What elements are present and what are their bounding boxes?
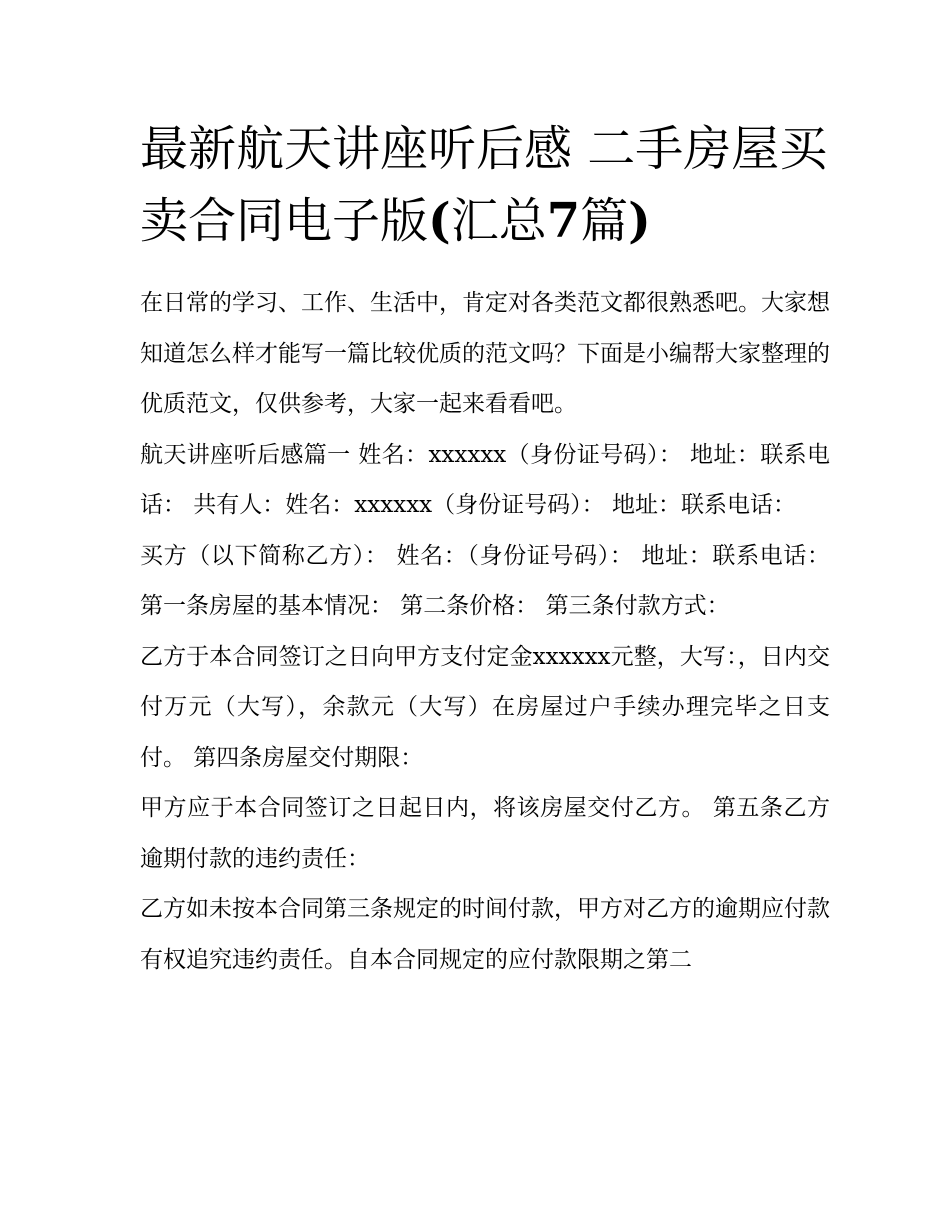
title-paren-open: ( bbox=[428, 193, 451, 249]
document-title bbox=[140, 113, 830, 257]
paragraph-delivery: 甲方应于本合同签订之日起日内，将该房屋交付乙方。 第五条乙方逾期付款的违约责任： bbox=[140, 795, 830, 872]
title-text: 最新航天讲座听后感 二手房屋买卖合同电子版 bbox=[140, 121, 828, 249]
paragraph-payment: 乙方于本合同签订之日向甲方支付定金xxxxxx元整，大写：，日内交付万元（大写），余款元（大写）在房屋过户手续办理完毕之日支付。 第四条房屋交付期限： bbox=[140, 643, 830, 771]
title-summary-word: 汇总 bbox=[450, 193, 547, 249]
title-count: 7 bbox=[546, 193, 581, 249]
document-body bbox=[140, 278, 830, 985]
paragraph-seller-info: 航天讲座听后感篇一 姓名：xxxxxx（身份证号码）： 地址：联系电话： 共有人：姓名：xxxxxx（身份证号码）： 地址：联系电话： bbox=[140, 441, 830, 518]
paragraph-breach: 乙方如未按本合同第三条规定的时间付款，甲方对乙方的逾期应付款有权追究违约责任。自本合同规定的应付款限期之第二 bbox=[140, 896, 830, 973]
paragraph-intro: 在日常的学习、工作、生活中，肯定对各类范文都很熟悉吧。大家想知道怎么样才能写一篇比较优质的范文吗？下面是小编帮大家整理的优质范文，仅供参考，大家一起来看看吧。 bbox=[140, 290, 830, 417]
paragraph-buyer-info: 买方（以下简称乙方）： 姓名：（身份证号码）： 地址：联系电话： 第一条房屋的基本情况： 第二条价格： 第三条付款方式： bbox=[140, 542, 830, 619]
title-unit: 篇 bbox=[580, 193, 629, 249]
title-paren-close: ) bbox=[628, 193, 651, 249]
